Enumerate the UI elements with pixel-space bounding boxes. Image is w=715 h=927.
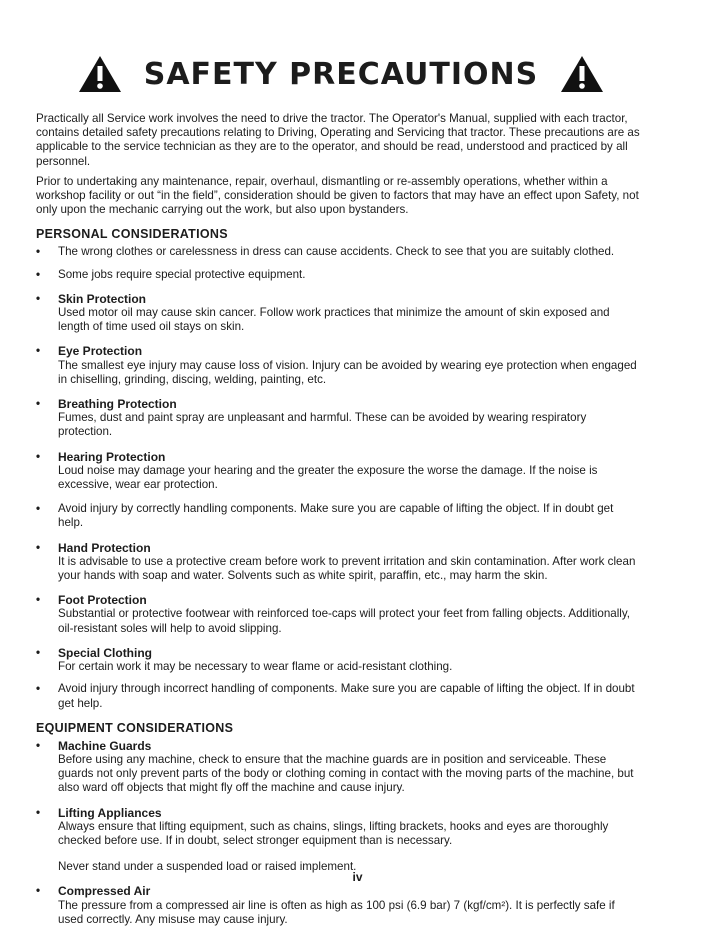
item-body: Fumes, dust and paint spray are unpleasant and harmful. These can be avoided by wearing respiratory protection. <box>58 411 587 439</box>
intro-paragraph: Practically all Service work involves the need to drive the tractor. The Operator's Manual, supplied with each tractor, contains detailed safety precautions relating to Driving, Operating and Servicing that tractor. These precautions are as applicable to the service technician as they are to the operator, and should be read, understood and practiced by all personnel. <box>36 112 640 168</box>
list-item <box>36 682 640 710</box>
list-item <box>36 646 640 674</box>
section-heading-equipment: EQUIPMENT CONSIDERATIONS <box>36 720 234 735</box>
list-item <box>36 397 640 440</box>
list-item <box>36 292 640 335</box>
bullet: • <box>36 344 41 358</box>
equipment-list <box>36 739 640 927</box>
bullet: • <box>36 397 41 411</box>
item-note: Never stand under a suspended load or raised implement. <box>58 860 357 874</box>
list-item <box>36 450 640 493</box>
bullet: • <box>36 540 41 554</box>
item-body: Before using any machine, check to ensure that the machine guards are in position and serviceable. These guards not only prevent parts of the body or clothing coming in contact with the moving parts of the machine, but also ward off objects that might fly off the machine and cause injury. <box>58 752 634 795</box>
item-body: The wrong clothes or carelessness in dress can cause accidents. Check to see that you are suitably clothed. <box>58 245 615 259</box>
item-body: It is advisable to use a protective cream before work to prevent irritation and skin contamination. After work clean your hands with soap and water. Solvents such as white spirit, paraffin, etc., may harm the skin. <box>58 554 636 583</box>
bullet: • <box>36 805 41 819</box>
bullet: • <box>36 502 41 516</box>
item-heading: Machine Guards <box>58 738 152 753</box>
page-title: SAFETY PRECAUTIONS <box>143 56 539 92</box>
item-heading: Eye Protection <box>58 344 143 359</box>
item-heading: Skin Protection <box>58 291 147 306</box>
intro-paragraph: Prior to undertaking any maintenance, repair, overhaul, dismantling or re-assembly operations, whether within a workshop facility or out “in the field”, consideration should be given to factors that may have an effect upon Safety, not only upon the mechanic carrying out the work, but also upon bystanders. <box>36 174 639 217</box>
item-body: Some jobs require special protective equipment. <box>58 267 306 281</box>
list-item <box>36 884 640 927</box>
warning-triangle-icon <box>78 54 122 94</box>
item-body: Used motor oil may cause skin cancer. Follow work practices that minimize the amount of skin exposed and length of time used oil stays on skin. <box>58 306 610 334</box>
item-body: Loud noise may damage your hearing and the greater the exposure the worse the damage. If the noise is excessive, wear ear protection. <box>58 463 598 492</box>
item-body: Avoid injury through incorrect handling of components. Make sure you are capable of lifting the object. If in doubt get help. <box>58 682 635 710</box>
bullet: • <box>36 291 41 305</box>
page-number: iv <box>352 870 363 884</box>
section-heading-personal: PERSONAL CONSIDERATIONS <box>36 227 228 242</box>
item-heading: Compressed Air <box>58 884 151 899</box>
item-body: Avoid injury by correctly handling components. Make sure you are capable of lifting the object. If in doubt get help. <box>58 502 614 530</box>
warning-triangle-icon <box>560 54 604 94</box>
item-body: The pressure from a compressed air line is often as high as 100 psi (6.9 bar) 7 (kgf/cm²). It is perfectly safe if used correctly. Any misuse may cause injury. <box>58 898 615 926</box>
item-body: The smallest eye injury may cause loss of vision. Injury can be avoided by wearing eye protection when engaged in chiselling, grinding, discing, welding, painting, etc. <box>58 358 637 386</box>
item-heading: Hearing Protection <box>58 449 166 464</box>
bullet: • <box>36 884 41 898</box>
bullet: • <box>36 593 41 607</box>
bullet: • <box>36 645 41 659</box>
list-item <box>36 541 640 584</box>
list-item <box>36 245 640 259</box>
personal-list <box>36 245 640 710</box>
list-item <box>36 806 640 875</box>
item-heading: Lifting Appliances <box>58 805 162 820</box>
list-item <box>36 739 640 796</box>
bullet: • <box>36 682 41 696</box>
bullet: • <box>36 449 41 463</box>
item-heading: Foot Protection <box>58 593 147 608</box>
list-item <box>36 344 640 387</box>
list-item <box>36 502 640 530</box>
bullet: • <box>36 267 41 281</box>
item-body: For certain work it may be necessary to wear flame or acid-resistant clothing. <box>58 660 453 674</box>
item-heading: Special Clothing <box>58 645 153 660</box>
list-item <box>36 593 640 636</box>
list-item <box>36 268 640 282</box>
page-content <box>36 42 640 927</box>
bullet: • <box>36 738 41 752</box>
item-body: Substantial or protective footwear with reinforced toe-caps will protect your feet from falling objects. Additionally, oil-resistant soles will help to avoid slipping. <box>58 607 631 635</box>
bullet: • <box>36 245 41 259</box>
item-body: Always ensure that lifting equipment, such as chains, slings, lifting brackets, hooks and eyes are thoroughly checked before use. If in doubt, select stronger equipment than is necessary. <box>58 819 609 847</box>
item-heading: Hand Protection <box>58 540 151 555</box>
item-heading: Breathing Protection <box>58 397 177 412</box>
title-row <box>42 42 640 106</box>
